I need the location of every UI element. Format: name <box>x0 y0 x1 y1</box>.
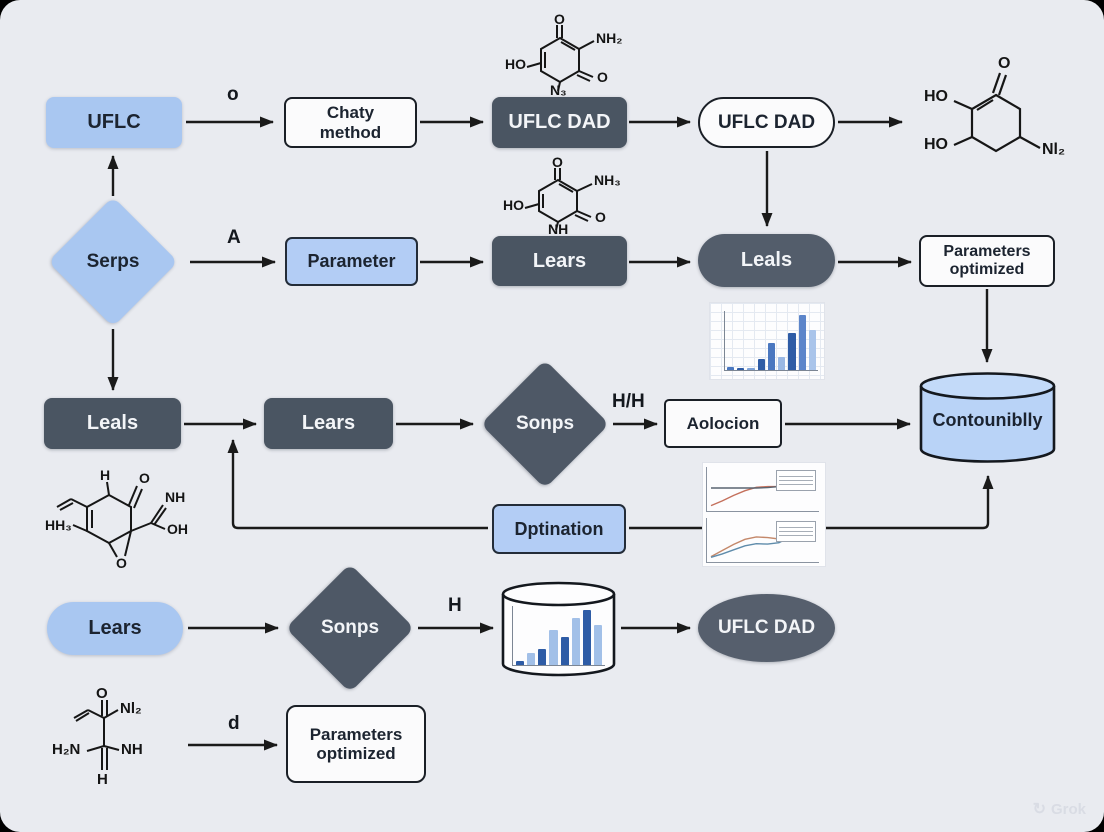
lears-rect2-label: Lears <box>301 412 356 435</box>
molecule-5 <box>52 685 172 790</box>
paramsopt2-line2: optimized <box>316 744 396 763</box>
edge-label-d: d <box>228 713 240 734</box>
line-chart-panel-2 <box>706 518 819 563</box>
node-sonps2-diamond <box>286 564 414 692</box>
mol1-label-nh2: NH₂ <box>596 30 623 46</box>
mol5-label-o: O <box>96 685 108 702</box>
mol1-label-n3: N₃ <box>550 82 567 98</box>
mol3-label-ho-bottom: HO <box>924 136 948 153</box>
bar-6 <box>583 610 591 665</box>
bar-3 <box>758 359 765 370</box>
mol2-label-nh: NH <box>548 221 569 237</box>
molecule-2 <box>496 154 646 237</box>
lears-stadium-label: Lears <box>88 617 142 640</box>
mol5-label-h: H <box>97 771 108 788</box>
bar-0 <box>727 367 734 370</box>
line-chart-panel-1 <box>706 467 819 512</box>
node-chart-cylinder <box>500 580 617 680</box>
node-lears-rect2 <box>264 398 393 449</box>
chaty-line1: Chaty <box>326 103 375 123</box>
mol5-label-nl2: Nl₂ <box>120 700 142 717</box>
bar-1 <box>737 368 744 370</box>
bar-6 <box>788 333 795 370</box>
lears-rect1-label: Lears <box>532 249 587 272</box>
node-uflc-dad-stadium <box>698 97 835 148</box>
bar-1 <box>527 653 535 665</box>
bar-5 <box>572 618 580 665</box>
molecule-5-structure <box>52 688 172 790</box>
contouniblly-label: Contouniblly <box>932 410 1043 431</box>
bar-7 <box>594 625 602 665</box>
mol2-label-o-top: O <box>552 154 563 170</box>
bar-0 <box>516 661 524 665</box>
cylinder-bar-chart <box>512 606 605 666</box>
sonps2-label: Sonps <box>320 617 380 638</box>
sonps1-label: Sonps <box>515 413 575 434</box>
node-contouniblly-cylinder <box>918 370 1057 466</box>
node-serps-diamond <box>48 197 178 327</box>
node-parameters-optimized-1 <box>919 235 1055 287</box>
bar-7 <box>799 315 806 370</box>
leals-rect-label: Leals <box>86 412 139 435</box>
grok-watermark-label: Grok <box>1050 800 1086 818</box>
aolocion-label: Aolocion <box>686 413 760 433</box>
node-dptination <box>492 504 626 554</box>
paramsopt2-line1: Parameters <box>309 724 403 744</box>
edge-label-a: A <box>227 227 241 248</box>
mol2-label-ho: HO <box>503 197 524 213</box>
leals-stadium-label: Leals <box>740 249 793 272</box>
node-chaty-method <box>284 97 417 148</box>
mol3-label-o: O <box>998 55 1011 72</box>
node-uflc-dad-oval <box>698 594 835 662</box>
chaty-line2: method <box>319 122 382 142</box>
inset-bar-chart-bars <box>724 311 818 371</box>
grok-watermark <box>1033 799 1086 819</box>
bar-4 <box>768 343 775 370</box>
node-uflc-dad-rect <box>492 97 627 148</box>
mol3-label-ho-top: HO <box>924 88 948 105</box>
mol5-label-h2n: H₂N <box>52 741 81 758</box>
uflc-dad-rect-label: UFLC DAD <box>508 111 611 134</box>
inset-bar-chart <box>710 303 824 379</box>
edge-label-h: H <box>448 595 462 616</box>
node-uflc <box>46 97 182 148</box>
molecule-3 <box>912 55 1077 175</box>
paramsopt1-line2: optimized <box>949 261 1025 278</box>
line-panel-1-legend <box>776 470 816 491</box>
bar-5 <box>778 357 785 370</box>
mol4-label-o-top: O <box>139 470 150 486</box>
mol4-label-hh3: HH₃ <box>45 517 72 533</box>
serps-label: Serps <box>86 251 140 272</box>
node-aolocion <box>664 399 782 448</box>
grok-watermark-icon: ↻ <box>1032 801 1046 818</box>
uflc-dad-oval-label: UFLC DAD <box>717 617 816 639</box>
edge-label-o: o <box>227 84 239 105</box>
bar-2 <box>538 649 546 665</box>
node-leals-stadium <box>698 234 835 287</box>
node-parameter <box>285 237 418 286</box>
parameter-label: Parameter <box>307 251 396 272</box>
uflc-dad-stadium-label: UFLC DAD <box>717 111 816 133</box>
node-leals-rect <box>44 398 181 449</box>
molecule-1 <box>498 11 643 98</box>
mol2-label-nh3: NH₃ <box>594 172 621 188</box>
mol2-label-o-right: O <box>595 209 606 225</box>
inset-line-chart <box>703 463 825 566</box>
bar-8 <box>809 330 816 370</box>
paramsopt1-line1: Parameters <box>943 243 1031 261</box>
dptination-label: Dptination <box>514 518 604 539</box>
mol4-label-nh: NH <box>165 489 186 505</box>
node-lears-rect1 <box>492 236 627 286</box>
edge-dptination-feedback <box>233 440 488 528</box>
node-sonps1-diamond <box>481 360 609 488</box>
line-panel-2-legend <box>776 521 816 542</box>
bar-4 <box>561 637 569 665</box>
mol1-label-o-top: O <box>554 11 565 27</box>
mol4-label-oh: OH <box>167 521 188 537</box>
molecule-4 <box>45 465 210 573</box>
node-uflc-label: UFLC <box>87 111 141 134</box>
mol4-label-h: H <box>100 467 111 483</box>
bar-2 <box>747 368 754 370</box>
mol3-label-nl2: Nl₂ <box>1042 141 1066 158</box>
node-parameters-optimized-2 <box>286 705 426 783</box>
edge-label-hh: H/H <box>612 391 645 412</box>
mol1-label-o-right: O <box>597 69 608 85</box>
mol5-label-nh: NH <box>121 741 143 758</box>
node-lears-stadium <box>47 602 183 655</box>
mol1-label-ho: HO <box>505 56 526 72</box>
bar-3 <box>549 630 557 665</box>
mol4-label-o-bottom: O <box>116 555 127 571</box>
